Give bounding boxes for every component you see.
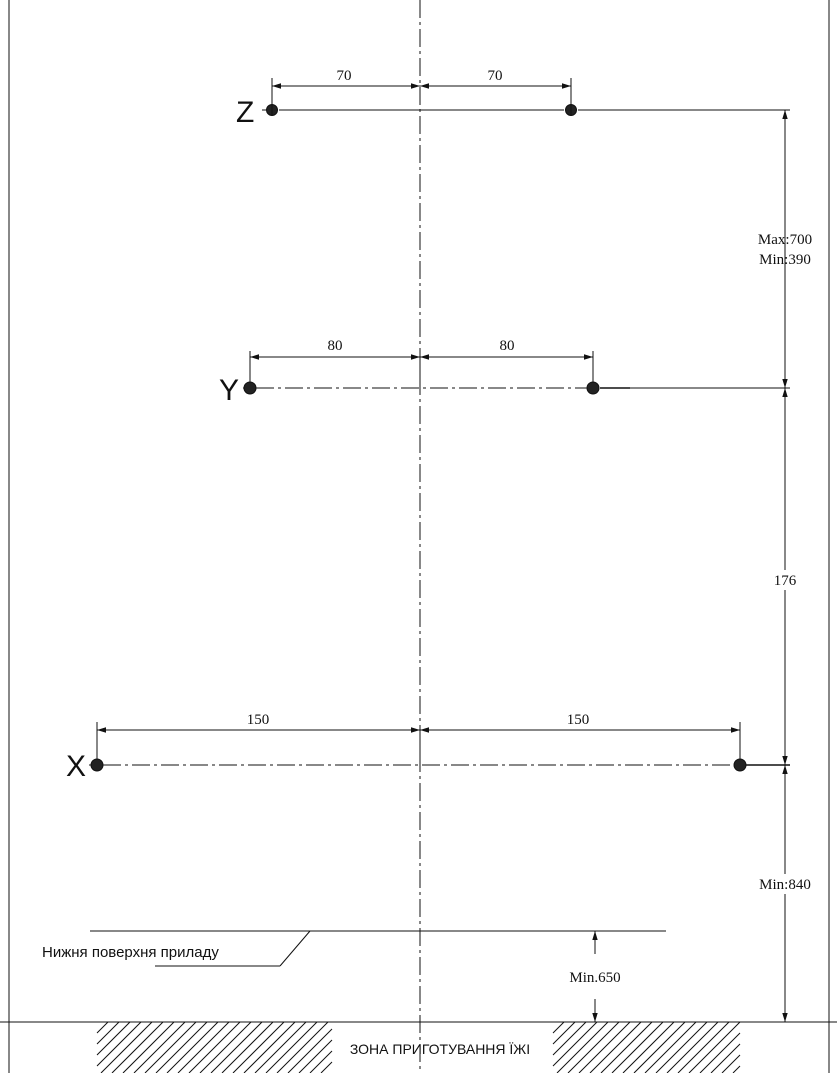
hatch-line — [590, 1022, 641, 1073]
hatch-line — [200, 1022, 251, 1073]
y-to-x-dimension: 176 — [773, 573, 797, 589]
hatch-line — [97, 1022, 141, 1066]
y-left-point — [244, 382, 256, 394]
hatch-line — [189, 1022, 240, 1073]
z-to-y-min-dimension: Min:390 — [759, 252, 811, 268]
drawing-frame — [9, 0, 829, 1073]
hatch-line — [266, 1022, 317, 1073]
z-to-y-max-dimension: Max:700 — [757, 232, 813, 248]
hatch-line — [211, 1022, 262, 1073]
hatch-line — [557, 1022, 608, 1073]
hatch-line — [579, 1022, 630, 1073]
hatch-right — [553, 1022, 740, 1073]
hatch-line — [321, 1062, 332, 1073]
hatch-line — [601, 1022, 652, 1073]
cooking-zone-label: ЗОНА ПРИГОТУВАННЯ ЇЖІ — [349, 1041, 531, 1057]
hatch-line — [733, 1066, 740, 1073]
hatch-line — [634, 1022, 685, 1073]
y-row — [219, 338, 790, 407]
x-right-point — [734, 759, 746, 771]
hatch-line — [689, 1022, 740, 1073]
device-bottom-surface — [42, 931, 666, 1022]
hatch-line — [645, 1022, 696, 1073]
z-row — [236, 68, 790, 129]
y-right-point — [587, 382, 599, 394]
device-to-surface-dimension: Min.650 — [569, 970, 621, 986]
hatch-line — [167, 1022, 218, 1073]
hatch-line — [222, 1022, 273, 1073]
hatch-line — [233, 1022, 284, 1073]
hatch-line — [678, 1022, 729, 1073]
hatch-line — [310, 1051, 332, 1073]
vertical-dimensions — [748, 110, 824, 1022]
hatch-line — [255, 1022, 306, 1073]
x-right-dimension: 150 — [566, 712, 590, 728]
hatch-line — [101, 1022, 152, 1073]
hatch-line — [97, 1022, 119, 1044]
hatch-left — [97, 1022, 332, 1073]
z-letter: Z — [236, 96, 255, 129]
hatch-line — [612, 1022, 663, 1073]
y-letter: Y — [219, 374, 240, 407]
hatch-line — [722, 1055, 740, 1073]
hatch-line — [156, 1022, 207, 1073]
hatch-line — [568, 1022, 619, 1073]
hatch-line — [553, 1022, 575, 1044]
hatch-line — [134, 1022, 185, 1073]
hatch-line — [288, 1029, 332, 1073]
hatch-line — [97, 1022, 108, 1033]
z-right-dimension: 70 — [487, 68, 503, 84]
x-to-surface-dimension: Min:840 — [759, 877, 811, 893]
hatch-line — [656, 1022, 707, 1073]
hatch-line — [112, 1022, 163, 1073]
z-left-dimension: 70 — [336, 68, 352, 84]
y-left-dimension: 80 — [327, 338, 343, 354]
y-right-dimension: 80 — [499, 338, 515, 354]
hatch-line — [553, 1022, 597, 1066]
hatch-line — [553, 1022, 564, 1033]
hatch-line — [277, 1022, 328, 1073]
x-row — [66, 712, 790, 783]
hatch-line — [145, 1022, 196, 1073]
x-letter: X — [66, 750, 87, 783]
x-left-dimension: 150 — [246, 712, 270, 728]
hatch-line — [711, 1044, 740, 1073]
hatch-line — [700, 1033, 740, 1073]
hatch-line — [178, 1022, 229, 1073]
hatch-line — [244, 1022, 295, 1073]
hatch-line — [667, 1022, 718, 1073]
hatch-line — [623, 1022, 674, 1073]
cooking-zone — [0, 1022, 837, 1073]
device-bottom-label: Нижня поверхня приладу — [42, 944, 219, 961]
x-left-point — [91, 759, 103, 771]
hatch-line — [123, 1022, 174, 1073]
